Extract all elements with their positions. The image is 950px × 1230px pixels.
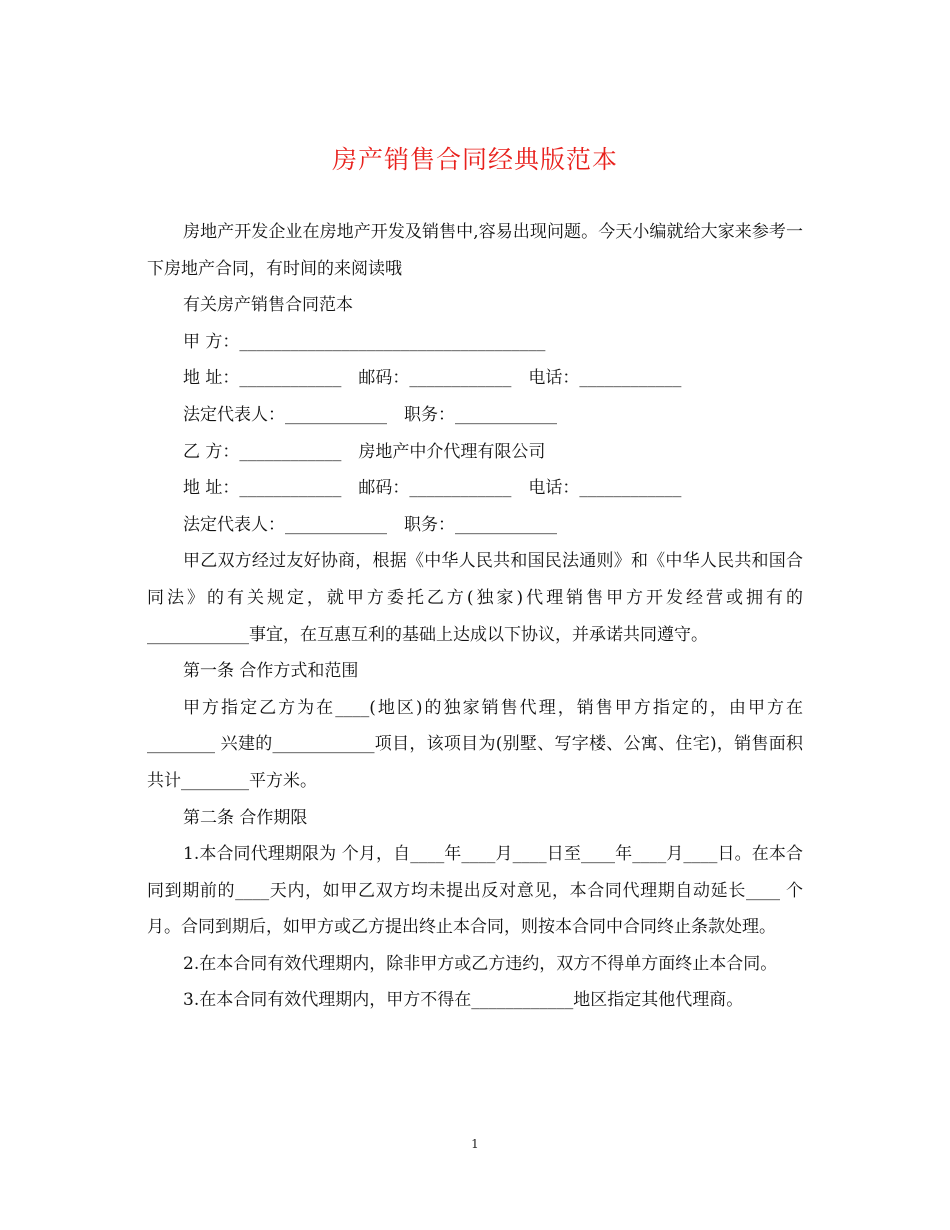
article-2-clause-3: 3.在本合同有效代理期内，甲方不得在____________地区指定其他代理商。	[183, 990, 744, 1011]
party-a-address-line: 地 址：____________ 邮码：____________ 电话：____________	[183, 368, 682, 389]
article-1-paragraph: 甲方指定乙方为在____(地区)的独家销售代理，销售甲方指定的，由甲方在________ 兴建的____________项目，该项目为(别墅、写字楼、公寓、住宅)，销售面积共计________平方米。	[147, 697, 803, 791]
document-title: 房产销售合同经典版范本	[331, 145, 618, 174]
article-2-heading: 第二条 合作期限	[183, 807, 308, 828]
party-a-line: 甲 方：____________________________________	[183, 331, 546, 352]
article-2-clause-2: 2.在本合同有效代理期内，除非甲方或乙方违约，双方不得单方面终止本合同。	[183, 953, 778, 974]
intro-paragraph: 房地产开发企业在房地产开发及销售中,容易出现问题。今天小编就给大家来参考一下房地产合同，有时间的来阅读哦	[147, 222, 803, 279]
subtitle-line: 有关房产销售合同范本	[183, 295, 353, 316]
preamble-paragraph: 甲乙双方经过友好协商，根据《中华人民共和国民法通则》和《中华人民共和国合同法》的有关规定，就甲方委托乙方(独家)代理销售甲方开发经营或拥有的____________事宜，在互惠互利的基础上达成以下协议，并承诺共同遵守。	[147, 551, 803, 645]
document-body	[147, 214, 803, 1019]
article-2-clause-1: 1.本合同代理期限为 个月，自____年____月____日至____年____月____日。在本合同到期前的____天内，如甲乙双方均未提出反对意见，本合同代理期自动延长____ 个月。合同到期后，如甲方或乙方提出终止本合同，则按本合同中合同终止条款处理。	[147, 844, 803, 938]
party-a-representative-line: 法定代表人：____________ 职务：____________	[183, 404, 557, 425]
page-number: 1	[471, 1137, 479, 1151]
party-b-line: 乙 方：____________ 房地产中介代理有限公司	[183, 441, 546, 462]
party-b-representative-line: 法定代表人：____________ 职务：____________	[183, 514, 557, 535]
party-b-address-line: 地 址：____________ 邮码：____________ 电话：____________	[183, 478, 682, 499]
article-1-heading: 第一条 合作方式和范围	[183, 661, 359, 682]
